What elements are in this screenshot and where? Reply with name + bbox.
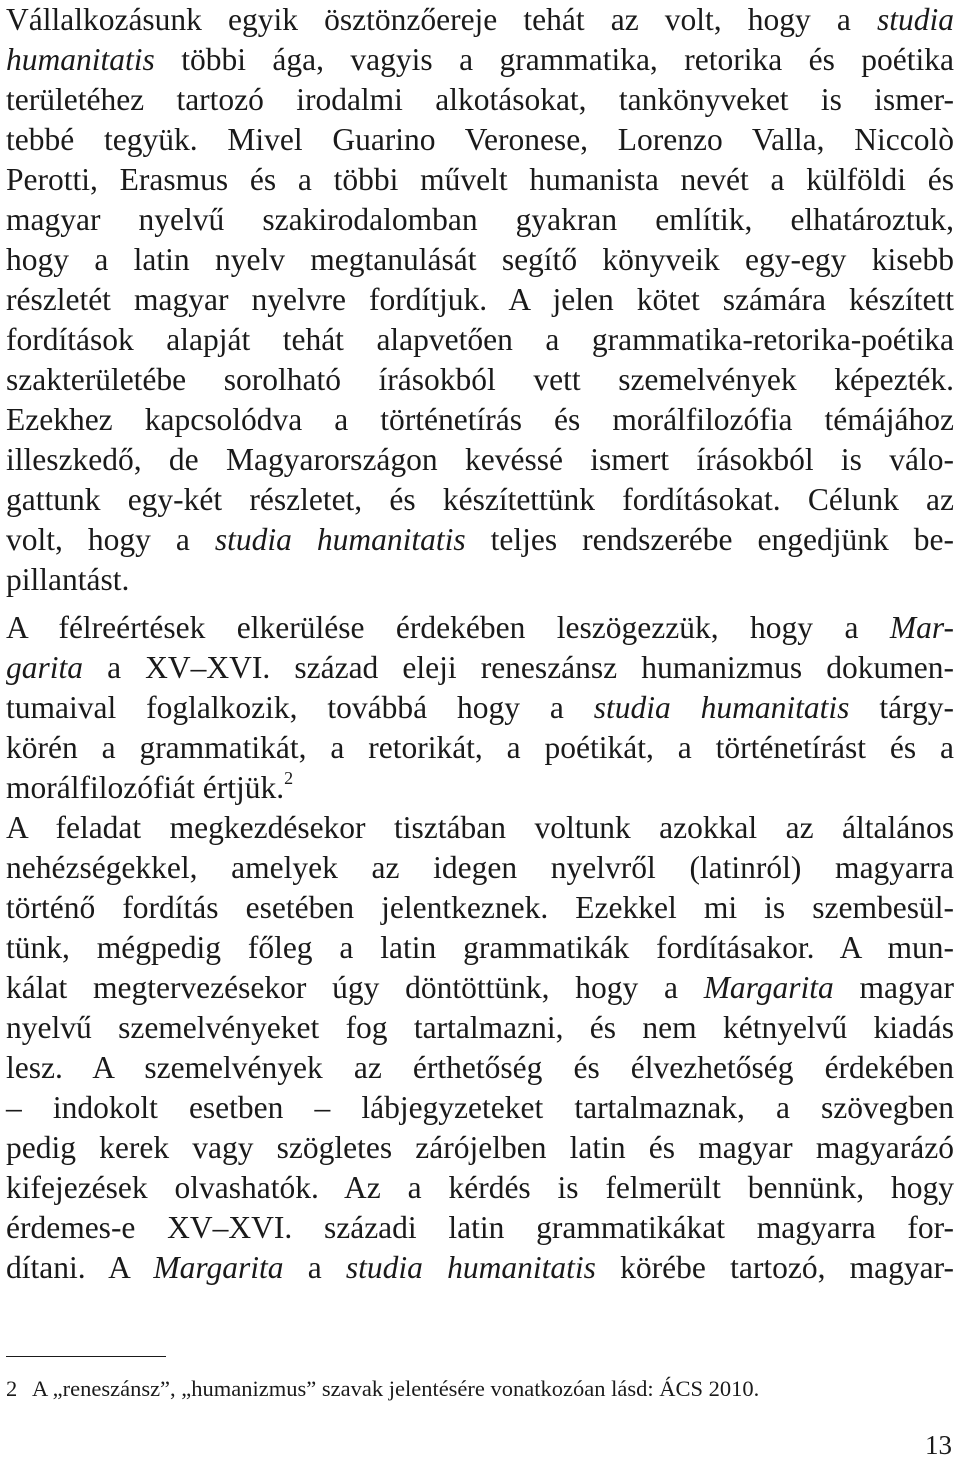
text-run: pedig kerek vagy szögletes zárójelben latin és magyar magyarázó (6, 1130, 954, 1165)
text-line (6, 480, 954, 520)
text-run: tünk, mégpedig főleg a latin grammatikák fordításakor. A mun- (6, 930, 954, 965)
italic-term: garita (6, 650, 84, 685)
text-line (6, 120, 954, 160)
text-line (6, 560, 954, 600)
footnote (6, 1374, 759, 1404)
text-line (6, 520, 954, 560)
text-run: Ezekhez kapcsolódva a történetírás és morálfilozófia témájához (6, 402, 954, 437)
text-run: magyar nyelvű szakirodalomban gyakran említik, elhatároztuk, (6, 202, 954, 237)
text-line (6, 1048, 954, 1088)
text-run: nyelvű szemelvényeket fog tartalmazni, és nem kétnyelvű kiadás (6, 1010, 954, 1045)
text-run: fordítások alapját tehát alapvetően a grammatika-retorika-poétika (6, 322, 954, 357)
text-line (6, 40, 954, 80)
text-line (6, 200, 954, 240)
italic-term: studia humanitatis (593, 690, 850, 725)
text-run: magyar (833, 970, 954, 1005)
text-line (6, 688, 954, 728)
text-line (6, 608, 954, 648)
text-run: volt, hogy a (6, 522, 215, 557)
text-run: pillantást. (6, 562, 130, 597)
text-line (6, 648, 954, 688)
text-run: Perotti, Erasmus és a többi művelt humanista nevét a külföldi és (6, 162, 954, 197)
text-run: A félreértések elkerülése érdekében leszögezzük, hogy a (6, 610, 890, 645)
text-run: többi ága, vagyis a grammatika, retorika és poétika (154, 42, 954, 77)
text-run: teljes rendszerébe engedjünk be- (465, 522, 954, 557)
text-run: illeszkedő, de Magyarországon kevéssé ismert írásokból is válo- (6, 442, 954, 477)
text-line (6, 0, 954, 40)
text-run: történő fordítás esetében jelentkeznek. Ezekkel mi is szembesül- (6, 890, 954, 925)
page-number: 13 (925, 1430, 952, 1460)
text-run: gattunk egy-két részletet, és készítettünk fordításokat. Célunk az (6, 482, 954, 517)
text-run: lesz. A szemelvények az érthetőség és élvezhetőség érdekében (6, 1050, 954, 1085)
text-run: területéhez tartozó irodalmi alkotásokat, tankönyveket is ismer- (6, 82, 954, 117)
text-run: dítani. A (6, 1250, 154, 1285)
italic-term: Margarita (153, 1250, 284, 1285)
text-line (6, 1168, 954, 1208)
footnote-reference: 2 (284, 768, 294, 788)
footnote-separator (6, 1356, 166, 1357)
text-run: A feladat megkezdésekor tisztában voltunk azokkal az általános (6, 810, 954, 845)
italic-term: Mar- (889, 610, 954, 645)
text-line (6, 728, 954, 768)
text-run: – indokolt esetben – lábjegyzeteket tartalmaznak, a szövegben (6, 1090, 954, 1125)
text-run: a XV–XVI. század eleji reneszánsz humanizmus dokumen- (83, 650, 954, 685)
text-line (6, 320, 954, 360)
text-line (6, 1088, 954, 1128)
text-line (6, 768, 954, 808)
text-line (6, 1008, 954, 1048)
text-line (6, 1208, 954, 1248)
text-line (6, 848, 954, 888)
italic-term: studia (876, 2, 954, 37)
text-line (6, 808, 954, 848)
text-run: kifejezések olvashatók. Az a kérdés is felmerült bennünk, hogy (6, 1170, 954, 1205)
text-run: körébe tartozó, magyar- (595, 1250, 954, 1285)
text-line (6, 400, 954, 440)
text-line (6, 968, 954, 1008)
italic-term: studia humanitatis (345, 1250, 596, 1285)
text-run: tárgy- (849, 690, 954, 725)
text-run: tumaival foglalkozik, továbbá hogy a (6, 690, 594, 725)
text-run: morálfilozófiát értjük. (6, 770, 285, 805)
text-line (6, 360, 954, 400)
text-run: a (283, 1250, 346, 1285)
footnote-text: A „reneszánsz”, „humanizmus” szavak jelentésére vonatkozóan lásd: ÁCS 2010. (32, 1376, 760, 1401)
text-line (6, 440, 954, 480)
text-run: kálat megtervezésekor úgy döntöttünk, hogy a (6, 970, 704, 1005)
text-run: érdemes-e XV–XVI. századi latin grammatikákat magyarra for- (6, 1210, 954, 1245)
text-line (6, 280, 954, 320)
text-run: hogy a latin nyelv megtanulását segítő könyveik egy-egy kisebb (6, 242, 954, 277)
footnote-number: 2 (6, 1376, 18, 1401)
text-run: körén a grammatikát, a retorikát, a poétikát, a történetírást és a (6, 730, 954, 765)
italic-term: humanitatis (6, 42, 155, 77)
text-line (6, 1248, 954, 1288)
italic-term: studia humanitatis (214, 522, 466, 557)
italic-term: Margarita (703, 970, 834, 1005)
text-line (6, 928, 954, 968)
text-run: nehézségekkel, amelyek az idegen nyelvről (latinról) magyarra (6, 850, 954, 885)
text-line (6, 80, 954, 120)
text-run: részletét magyar nyelvre fordítjuk. A jelen kötet számára készített (6, 282, 954, 317)
text-run: szakterületébe sorolható írásokból vett szemelvények képezték. (6, 362, 954, 397)
text-line (6, 1128, 954, 1168)
text-line (6, 160, 954, 200)
text-run: tebbé tegyük. Mivel Guarino Veronese, Lorenzo Valla, Niccolò (6, 122, 954, 157)
text-run: Vállalkozásunk egyik ösztönzőereje tehát az volt, hogy a (6, 2, 877, 37)
text-line (6, 888, 954, 928)
text-line (6, 240, 954, 280)
